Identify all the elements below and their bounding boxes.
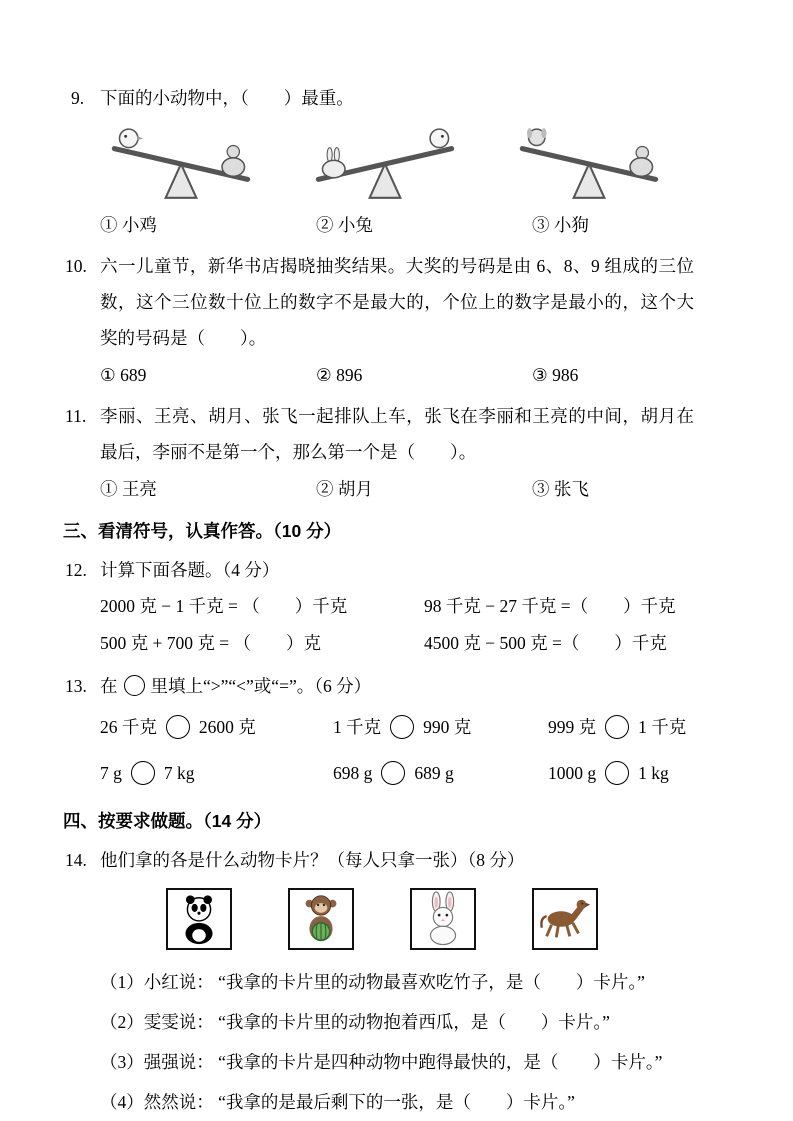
calculation-item: 4500 克 − 500 克 =（ ）千克 bbox=[424, 633, 667, 653]
animal-card-horse bbox=[532, 888, 598, 950]
comparison-right: 1 千克 bbox=[638, 717, 687, 737]
option-label: ① 小鸡 bbox=[100, 215, 157, 235]
comparison-right: 7 kg bbox=[163, 763, 195, 783]
question-10-number: 10. bbox=[65, 256, 87, 276]
compare-circle-icon bbox=[124, 675, 145, 696]
comparison-item bbox=[333, 709, 548, 745]
calculation-item: 2000 克 − 1 千克 = （ ）千克 bbox=[100, 596, 348, 616]
question-11 bbox=[63, 398, 731, 506]
monkey-with-watermelon-icon bbox=[293, 891, 349, 947]
question-14 bbox=[63, 842, 731, 1121]
comparison-item bbox=[548, 709, 686, 745]
option-label: ③ 张飞 bbox=[532, 479, 589, 499]
question-9-options bbox=[100, 208, 694, 242]
question-10-text: 六一儿童节，新华书店揭晓抽奖结果。大奖的号码是由 6、8、9 组成的三位数，这个三位数十位上的数字不是最大的，个位上的数字是最小的，这个大奖的号码是（ ）。 bbox=[100, 256, 694, 348]
compare-circle-icon bbox=[605, 761, 629, 785]
section-3-header: 三、看清符号，认真作答。（10 分） bbox=[63, 521, 342, 541]
question-9-illustrations bbox=[102, 124, 694, 206]
compare-circle-icon bbox=[390, 715, 414, 739]
animal-card-monkey bbox=[288, 888, 354, 950]
comparison-row bbox=[100, 704, 694, 750]
question-13-title-before: 在 bbox=[100, 676, 118, 696]
seesaw-dog-icon bbox=[510, 124, 668, 206]
section-4-header: 四、按要求做题。（14 分） bbox=[63, 811, 272, 831]
compare-circle-icon bbox=[131, 761, 155, 785]
option-label: ③ 986 bbox=[532, 365, 579, 385]
animal-cards bbox=[100, 888, 694, 950]
question-10-options bbox=[100, 358, 694, 392]
comparison-right: 1 kg bbox=[638, 763, 669, 783]
compare-circle-icon bbox=[381, 761, 405, 785]
comparison-left: 1 千克 bbox=[333, 717, 382, 737]
comparison-item bbox=[100, 755, 333, 791]
option-label: ② 小兔 bbox=[316, 215, 373, 235]
comparison-left: 26 千克 bbox=[100, 717, 157, 737]
question-10 bbox=[63, 248, 731, 392]
statement-3: （3）强强说： “我拿的卡片是四种动物中跑得最快的，是（ ）卡片。” bbox=[100, 1052, 663, 1072]
question-9-text: 下面的小动物中，（ ）最重。 bbox=[100, 88, 354, 108]
comparison-item bbox=[100, 709, 333, 745]
comparison-right: 2600 克 bbox=[198, 717, 256, 737]
calculation-row bbox=[100, 588, 694, 625]
comparison-left: 7 g bbox=[100, 763, 122, 783]
compare-circle-icon bbox=[166, 715, 190, 739]
animal-card-rabbit bbox=[410, 888, 476, 950]
option-label: ③ 小狗 bbox=[532, 215, 589, 235]
question-14-title: 他们拿的各是什么动物卡片？（每人只拿一张）（8 分） bbox=[100, 850, 525, 870]
comparison-left: 999 克 bbox=[548, 717, 597, 737]
question-13-title bbox=[100, 668, 694, 704]
comparison-left: 698 g bbox=[333, 763, 373, 783]
comparison-row bbox=[100, 750, 694, 796]
animal-card-panda bbox=[166, 888, 232, 950]
option-label: ② 896 bbox=[316, 365, 363, 385]
question-11-options bbox=[100, 472, 694, 506]
calculation-item: 500 克 + 700 克 = （ ）克 bbox=[100, 633, 321, 653]
option-label: ① 689 bbox=[100, 365, 147, 385]
question-12 bbox=[63, 552, 731, 662]
comparison-left: 1000 g bbox=[548, 763, 597, 783]
seesaw-rabbit-icon bbox=[306, 124, 464, 206]
option-label: ① 王亮 bbox=[100, 479, 157, 499]
comparison-item bbox=[548, 755, 669, 791]
question-11-number: 11. bbox=[65, 406, 87, 426]
comparison-item bbox=[333, 755, 548, 791]
option-label: ② 胡月 bbox=[316, 479, 373, 499]
question-9-number: 9. bbox=[71, 88, 85, 108]
calculation-row bbox=[100, 625, 694, 662]
statement-4: （4）然然说： “我拿的是最后剩下的一张，是（ ）卡片。” bbox=[100, 1092, 575, 1112]
horse-icon bbox=[537, 891, 593, 947]
question-13-number: 13. bbox=[65, 676, 87, 696]
question-14-number: 14. bbox=[65, 850, 87, 870]
question-13 bbox=[63, 668, 731, 796]
question-11-text: 李丽、王亮、胡月、张飞一起排队上车，张飞在李丽和王亮的中间，胡月在最后，李丽不是第一个，那么第一个是（ ）。 bbox=[100, 406, 694, 462]
panda-icon bbox=[171, 891, 227, 947]
comparison-right: 990 克 bbox=[423, 717, 472, 737]
comparison-right: 689 g bbox=[414, 763, 454, 783]
question-12-title: 计算下面各题。（4 分） bbox=[100, 560, 280, 580]
question-9 bbox=[63, 80, 731, 242]
seesaw-chick-icon bbox=[102, 124, 260, 206]
question-12-number: 12. bbox=[65, 560, 87, 580]
rabbit-icon bbox=[415, 891, 471, 947]
compare-circle-icon bbox=[605, 715, 629, 739]
statement-1: （1）小红说： “我拿的卡片里的动物最喜欢吃竹子，是（ ）卡片。” bbox=[100, 972, 645, 992]
statement-2: （2）雯雯说： “我拿的卡片里的动物抱着西瓜，是（ ）卡片。” bbox=[100, 1012, 610, 1032]
question-13-title-after: 里填上“>”“<”或“=”。（6 分） bbox=[150, 676, 372, 696]
calculation-item: 98 千克 − 27 千克 =（ ）千克 bbox=[424, 596, 676, 616]
